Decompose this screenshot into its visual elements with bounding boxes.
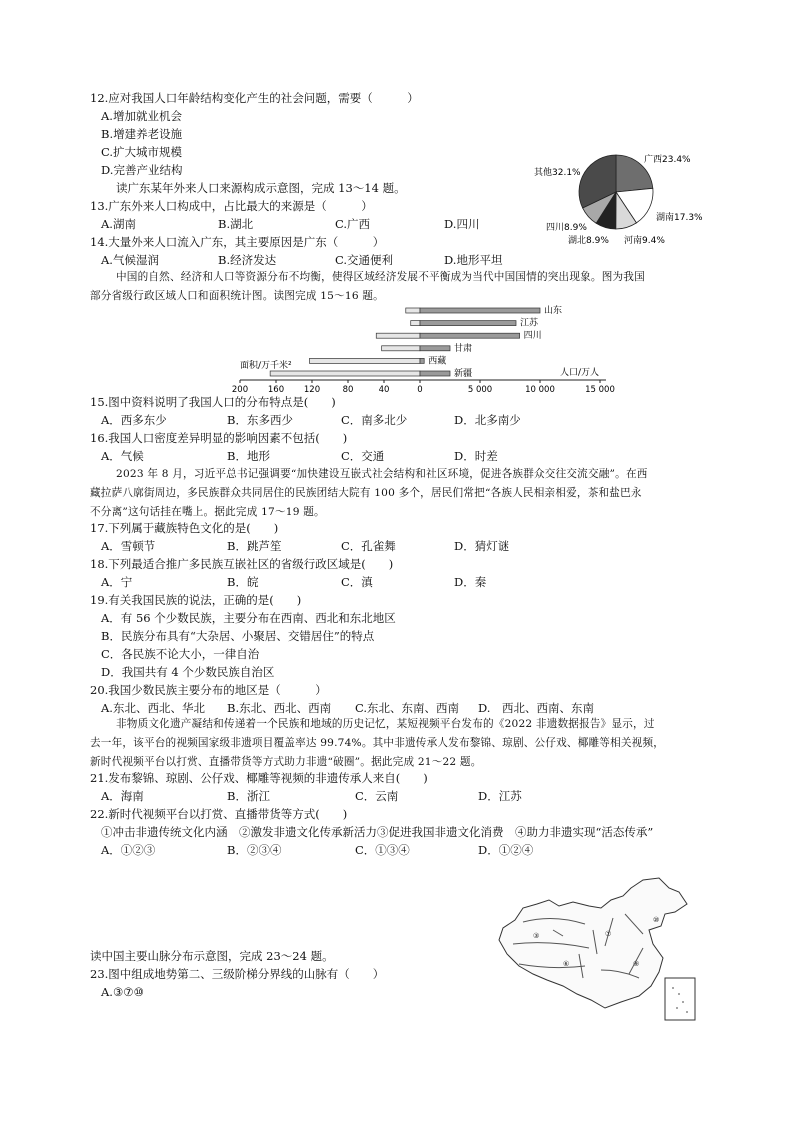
pie-label-henan: 河南9.4%	[624, 236, 665, 246]
pie-label-hunan: 湖南17.3%	[656, 213, 703, 223]
q12-option-d: D.完善产业结构	[101, 163, 183, 177]
q20-option-c: C.东北、东南、西南	[355, 701, 460, 715]
intro-21-line-3: 新时代视频平台以打赏、直播带货等方式助力非遗“破圈”。据此完成 21～22 题。	[90, 756, 482, 768]
q14-option-d: D.地形平坦	[444, 253, 503, 267]
area-bar-甘肃	[382, 346, 420, 351]
q14-stem: 14.大量外来人口流入广东，其主要原因是广东（ ）	[90, 235, 385, 249]
q18-option-c: C．滇	[341, 575, 373, 589]
q18-option-a: A．宁	[101, 575, 133, 589]
area-tick-label: 0	[417, 385, 423, 395]
area-tick-label: 160	[267, 385, 285, 395]
area-axis-label: 面积/万千米²	[240, 361, 292, 371]
intro-13: 读广东某年外来人口来源构成示意图，完成 13～14 题。	[116, 181, 406, 195]
q16-option-b: B．地形	[227, 449, 270, 463]
q21-option-c: C．云南	[355, 789, 399, 803]
intro-17-line-1: 2023 年 8 月，习近平总书记强调要“加快建设互嵌式社会结构和社区环境，促进各族群众交往交流交融”。在西	[116, 468, 648, 480]
population-tick-label: 10 000	[525, 385, 555, 395]
area-bar-四川	[376, 333, 420, 338]
q21-option-a: A．海南	[101, 789, 144, 803]
population-tick-label: 5 000	[467, 385, 493, 395]
q12-stem: 12.应对我国人口年龄结构变化产生的社会问题，需要（ ）	[90, 91, 419, 105]
q17-option-b: B．跳芦笙	[227, 539, 282, 553]
intro-21-line-1: 非物质文化遗产凝结和传递着一个民族和地域的历史记忆，某短视频平台发布的《2022 非遗数据报告》显示，过	[116, 718, 655, 730]
svg-text:⑥: ⑥	[563, 960, 570, 968]
category-label-四川: 四川	[523, 331, 542, 342]
q21-option-b: B．浙江	[227, 789, 270, 803]
category-label-山东: 山东	[544, 306, 563, 316]
q12-option-c: C.扩大城市规模	[101, 145, 183, 159]
category-label-甘肃: 甘肃	[454, 343, 473, 354]
population-bar-江苏	[420, 321, 516, 326]
population-bar-山东	[420, 308, 540, 313]
q13-option-d: D.四川	[444, 217, 480, 231]
population-tick-label: 15 000	[585, 385, 615, 395]
intro-17-line-2: 藏拉萨八廓街周边，多民族群众共同居住的民族团结大院有 100 多个，居民们常把“各族人民相亲相爱，茶和盐巴永	[90, 487, 642, 499]
q13-stem: 13.广东外来人口构成中，占比最大的来源是（ ）	[90, 199, 373, 213]
q22-stem: 22.新时代视频平台以打赏、直播带货等方式( )	[90, 807, 348, 821]
intro-21-line-2: 去一年，该平台的视频国家级非遗项目覆盖率达 99.74%。其中非遗传承人发布黎锦、琼剧、公仔戏、椰雕等相关视频，	[90, 737, 665, 749]
pie-chart	[520, 140, 720, 250]
intro-15-line-2: 部分省级行政区域人口和面积统计图。读图完成 15～16 题。	[90, 290, 384, 302]
q19-option-b: B．民族分布具有“大杂居、小聚居、交错居住”的特点	[101, 629, 375, 643]
q13-option-a: A.湖南	[101, 217, 136, 231]
q19-option-c: C．各民族不论大小，一律自治	[101, 647, 260, 661]
q22-option-a: A．①②③	[101, 843, 156, 857]
q19-stem: 19.有关我国民族的说法，正确的是( )	[90, 593, 302, 607]
q22-statement: ①冲击非遗传统文化内涵 ②激发非遗文化传承新活力③促进我国非遗文化消费 ④助力非遗实现“活态传承”	[101, 825, 654, 839]
q16-option-d: D．时差	[454, 449, 498, 463]
q17-option-d: D．猜灯谜	[454, 539, 510, 553]
population-area-bar-chart	[230, 304, 630, 396]
q20-option-a: A.东北、西北、华北	[101, 701, 205, 715]
q12-option-b: B.增建养老设施	[101, 127, 183, 141]
area-bar-江苏	[411, 321, 420, 326]
q17-stem: 17.下列属于藏族特色文化的是( )	[90, 521, 279, 535]
svg-text:⑨: ⑨	[633, 960, 640, 968]
intro-23: 读中国主要山脉分布示意图，完成 23～24 题。	[90, 949, 334, 963]
svg-text:⑩: ⑩	[653, 916, 660, 924]
q20-stem: 20.我国少数民族主要分布的地区是（ ）	[90, 683, 327, 697]
pie-label-sichuan: 四川8.9%	[546, 223, 587, 233]
intro-15-line-1: 中国的自然、经济和人口等资源分布不均衡，使得区域经济发展不平衡成为当代中国国情的突出现象。图为我国	[116, 271, 645, 283]
q16-option-c: C．交通	[341, 449, 385, 463]
q13-option-c: C.广西	[335, 217, 371, 231]
category-label-西藏: 西藏	[428, 356, 447, 367]
q15-option-a: A．西多东少	[101, 413, 167, 427]
q19-option-d: D．我国共有 4 个少数民族自治区	[101, 665, 275, 679]
area-bar-新疆	[270, 371, 420, 376]
q15-stem: 15.图中资料说明了我国人口的分布特点是( )	[90, 395, 336, 409]
population-axis-label: 人口/万人	[560, 368, 600, 378]
population-bar-西藏	[420, 358, 424, 363]
category-label-新疆: 新疆	[454, 369, 473, 379]
svg-text:③: ③	[533, 932, 540, 940]
q12-option-a: A.增加就业机会	[101, 109, 182, 123]
q19-option-a: A．有 56 个少数民族，主要分布在西南、西北和东北地区	[101, 611, 396, 625]
q17-option-a: A．雪顿节	[101, 539, 156, 553]
pie-label-guangxi: 广西23.4%	[644, 155, 691, 165]
q23-stem: 23.图中组成地势第二、三级阶梯分界线的山脉有（ ）	[90, 967, 385, 981]
area-tick-label: 80	[342, 385, 354, 395]
q16-option-a: A．气候	[101, 449, 144, 463]
area-tick-label: 40	[378, 385, 390, 395]
q17-option-c: C．孔雀舞	[341, 539, 396, 553]
q13-option-b: B.湖北	[218, 217, 254, 231]
pie-label-other: 其他32.1%	[534, 168, 581, 178]
intro-17-line-3: 不分离”这句话挂在嘴上。据此完成 17～19 题。	[90, 506, 325, 518]
q18-stem: 18.下列最适合推广多民族互嵌社区的省级行政区域是( )	[90, 557, 394, 571]
area-bar-山东	[406, 308, 420, 313]
population-bar-甘肃	[420, 346, 450, 351]
q20-option-b: B.东北、西北、西南	[227, 701, 332, 715]
q14-option-a: A.气候湿润	[101, 253, 159, 267]
q16-stem: 16.我国人口密度差异明显的影响因素不包括( )	[90, 431, 348, 445]
q15-option-c: C．南多北少	[341, 413, 408, 427]
category-label-江苏: 江苏	[520, 318, 539, 329]
china-mountain-map	[493, 874, 701, 1024]
q22-option-b: B．②③④	[227, 843, 282, 857]
q21-stem: 21.发布黎锦、琼剧、公仔戏、椰雕等视频的非遗传承人来自( )	[90, 771, 428, 785]
q14-option-c: C.交通便利	[335, 253, 394, 267]
q20-option-d: D. 西北、西南、东南	[478, 701, 594, 715]
q23-option-a: A.③⑦⑩	[101, 985, 144, 999]
q21-option-d: D．江苏	[478, 789, 522, 803]
population-bar-四川	[420, 333, 520, 338]
population-bar-新疆	[420, 371, 450, 376]
q15-option-b: B．东多西少	[227, 413, 293, 427]
q18-option-b: B．皖	[227, 575, 259, 589]
q14-option-b: B.经济发达	[218, 253, 277, 267]
area-bar-西藏	[309, 358, 420, 363]
area-tick-label: 200	[231, 385, 249, 395]
q22-option-c: C．①③④	[355, 843, 410, 857]
q15-option-d: D．北多南少	[454, 413, 521, 427]
q22-option-d: D．①②④	[478, 843, 534, 857]
area-tick-label: 120	[303, 385, 321, 395]
svg-text:⑦: ⑦	[605, 930, 612, 938]
q18-option-d: D．秦	[454, 575, 487, 589]
pie-label-hubei: 湖北8.9%	[568, 236, 609, 246]
